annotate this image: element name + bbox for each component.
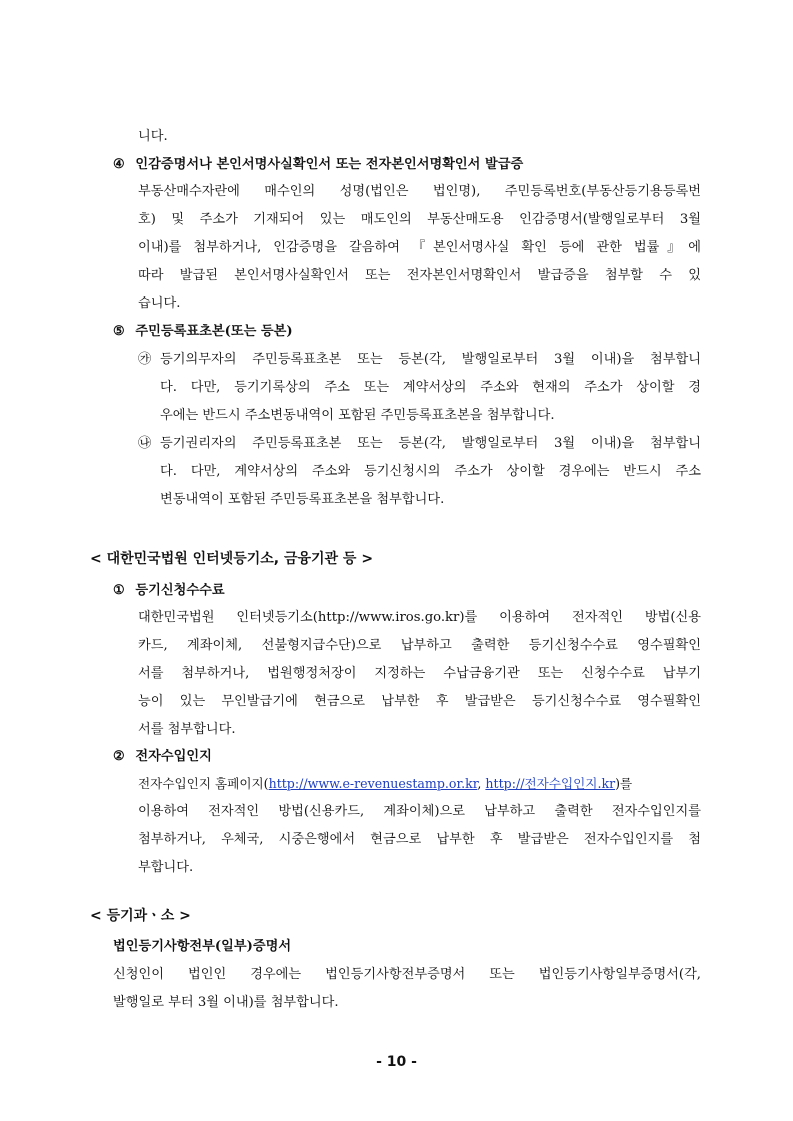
fee-heading [113,582,225,600]
corp-cert-line: 신청인이 법인인 경우에는 법인등기사항전부증명서 또는 법인등기사항일부증명서(각, [113,967,701,982]
stamp-line: 부합니다. [138,860,194,875]
stamp-line: 이용하여 전자적인 방법(신용카드, 계좌이체)으로 납부하고 출력한 전자수입인지를 [138,804,701,819]
item5-title: 주민등록표초본(또는 등본) [135,324,293,339]
fee-marker: ① [113,583,125,598]
stamp-heading [113,748,212,766]
continuation-text: 니다. [138,129,168,144]
item4-marker: ④ [113,157,125,172]
sub-b-line: 등기권리자의 주민등록표초본 또는 등본(각, 발행일로부터 3월 이내)을 첨부합니 [160,436,701,451]
stamp-text: 전자수입인지 홈페이지( [138,776,269,791]
fee-line: 카드, 계좌이체, 선불형지급수단)으로 납부하고 출력한 등기신청수수료 영수필확인 [138,638,701,653]
fee-line: 대한민국법원 인터넷등기소(http://www.iros.go.kr)를 이용하여 전자적인 방법(신용 [138,610,701,625]
section2-heading: < 대한민국법원 인터넷등기소, 금융기관 등 > [90,551,374,567]
revenuestamp-link[interactable]: http://www.e-revenuestamp.or.kr [268,776,478,791]
fee-line: 서를 첨부하거나, 법원행정처장이 지정하는 수납금융기관 또는 신청수수료 납부기 [138,666,701,681]
stamp-title: 전자수입인지 [135,749,212,764]
item4-line: 습니다. [138,296,181,311]
sub-a-marker: ㉮ [138,352,152,367]
corp-cert-line: 발행일로 부터 3월 이내)를 첨부합니다. [113,995,339,1010]
fee-line: 서를 첨부합니다. [138,722,236,737]
fee-title: 등기신청수수료 [135,583,225,598]
stamp-line: 첨부하거나, 우체국, 시중은행에서 현금으로 납부한 후 발급받은 전자수입인지를 첨 [138,832,701,847]
stamp-text-end: )를 [615,776,633,791]
item4-line: 이내)를 첨부하거나, 인감증명을 갈음하여 『본인서명사실 확인 등에 관한 법률』에 [138,240,701,255]
sub-a-line: 등기의무자의 주민등록표초본 또는 등본(각, 발행일로부터 3월 이내)을 첨부합니 [160,352,701,367]
item5-marker: ⑤ [113,324,125,339]
item4-title: 인감증명서나 본인서명사실확인서 또는 전자본인서명확인서 발급증 [135,157,524,172]
fee-line: 능이 있는 무인발급기에 현금으로 납부한 후 발급받은 등기신청수수료 영수필확인 [138,694,701,709]
stamp-line-with-links [138,775,632,793]
stamp-marker: ② [113,749,125,764]
stamp-sep: , [477,776,486,791]
sub-b-line: 변동내역이 포함된 주민등록표초본을 첨부합니다. [160,492,445,507]
sub-a-line: 다. 다만, 등기기록상의 주소 또는 계약서상의 주소와 현재의 주소가 상이할 경 [160,380,701,395]
page-number: - 10 - [376,1054,417,1070]
item5-heading [113,323,293,341]
section3-heading: < 등기과ㆍ소 > [90,908,191,924]
sub-b-marker: ㉯ [138,436,152,451]
item4-line: 부동산매수자란에 매수인의 성명(법인은 법인명), 주민등록번호(부동산등기용등록번 [138,184,701,199]
sub-b-line: 다. 다만, 계약서상의 주소와 등기신청시의 주소가 상이할 경우에는 반드시 주소 [160,464,701,479]
item4-heading [113,156,523,174]
revenuestamp-korean-link[interactable]: http://전자수입인지.kr [485,776,616,791]
item4-line: 호) 및 주소가 기재되어 있는 매도인의 부동산매도용 인감증명서(발행일로부터 3월 [138,212,701,227]
sub-a-line: 우에는 반드시 주소변동내역이 포함된 주민등록표초본을 첨부합니다. [160,408,555,423]
item4-line: 따라 발급된 본인서명사실확인서 또는 전자본인서명확인서 발급증을 첨부할 수 있 [138,268,701,283]
corp-cert-title: 법인등기사항전부(일부)증명서 [113,939,292,954]
